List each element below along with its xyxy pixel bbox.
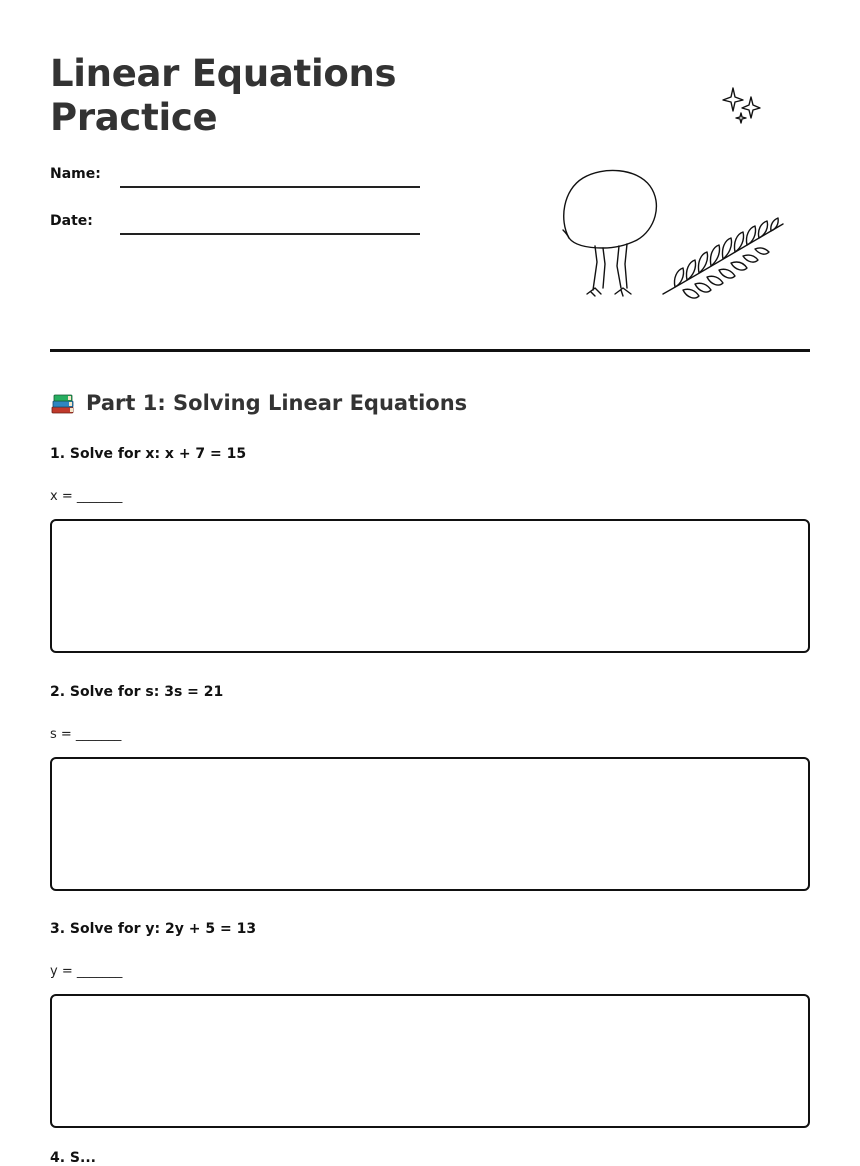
name-line[interactable]	[120, 186, 420, 188]
work-area-box[interactable]	[50, 994, 810, 1128]
date-field	[50, 213, 430, 243]
books-icon	[50, 390, 76, 416]
name-label: Name:	[50, 166, 101, 182]
section-heading	[50, 388, 467, 418]
header-divider	[50, 349, 810, 352]
name-field	[50, 166, 430, 196]
title-line-1: Linear Equations	[50, 52, 397, 95]
answer-line[interactable]: x = _______	[50, 489, 123, 504]
sparkle-icon	[723, 88, 760, 123]
fern-icon	[663, 218, 783, 298]
next-question-partial: 4. S...	[50, 1150, 96, 1166]
question-prompt: 1. Solve for x: x + 7 = 15	[50, 446, 247, 462]
question-prompt: 2. Solve for s: 3s = 21	[50, 684, 224, 700]
work-area-box[interactable]	[50, 757, 810, 891]
date-label: Date:	[50, 213, 93, 229]
date-line[interactable]	[120, 233, 420, 235]
work-area-box[interactable]	[50, 519, 810, 653]
worksheet-title	[50, 52, 396, 140]
question-prompt: 3. Solve for y: 2y + 5 = 13	[50, 921, 257, 937]
answer-line[interactable]: y = _______	[50, 964, 123, 979]
kiwi-fern-illustration-icon	[545, 80, 805, 315]
kiwi-bird-icon	[563, 170, 656, 296]
section-heading-text: Part 1: Solving Linear Equations	[86, 391, 468, 415]
title-line-2: Practice	[50, 96, 218, 139]
answer-line[interactable]: s = _______	[50, 727, 122, 742]
